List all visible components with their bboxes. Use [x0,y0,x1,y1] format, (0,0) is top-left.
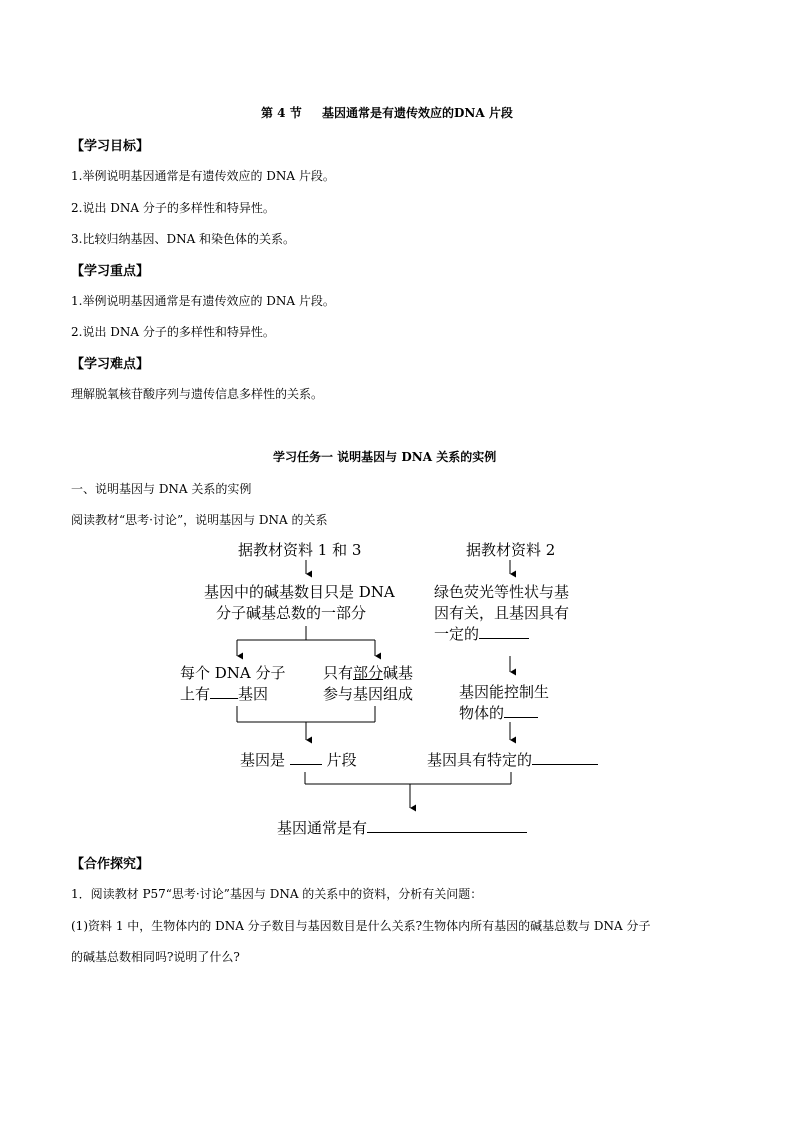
key-points-heading: 【学习重点】 [71,264,150,279]
key-point-item: 2.说出 DNA 分子的多样性和特异性。 [71,325,275,339]
objective-item: 1.举例说明基因通常是有遗传效应的 DNA 片段。 [71,169,335,183]
left-box-line2: 分子碱基总数的一部分 [216,604,367,622]
right-box-line1: 绿色荧光等性状与基 [434,583,570,601]
rm-line2-text: 物体的 [459,704,505,722]
source-left: 据教材资料 1 和 3 [238,541,362,559]
instruction-text: 阅读教材“思考·讨论”，说明基因与 DNA 的关系 [71,513,328,527]
difficulties-heading: 【学习难点】 [71,357,150,372]
conclusion [277,817,527,838]
difficulty-text: 理解脱氧核苷酸序列与遗传信息多样性的关系。 [71,387,324,401]
cooperation-heading: 【合作探究】 [71,857,150,872]
question-1: 1．阅读教材 P57“思考·讨论”基因与 DNA 的关系中的资料，分析有关问题： [71,887,483,901]
ll-line2-suffix: 基因 [238,685,269,703]
question-1-1-line2: 的碱基总数相同吗?说明了什么? [71,950,240,964]
answer-blank[interactable] [210,684,238,699]
key-point-item: 1.举例说明基因通常是有遗传效应的 DNA 片段。 [71,294,335,308]
task-title: 学习任务一 说明基因与 DNA 关系的实例 [273,450,497,464]
lr-line1 [323,662,413,683]
section-heading: 一、说明基因与 DNA 关系的实例 [71,482,252,496]
answer-blank[interactable] [479,624,529,639]
gene-is [240,749,357,770]
answer-blank[interactable] [290,750,322,765]
left-box-line1: 基因中的碱基数目只是 DNA [204,583,395,601]
right-box-line3-text: 一定的 [434,625,480,643]
answer-blank[interactable] [504,703,538,718]
rm-line2 [459,702,538,723]
objective-item: 3.比较归纳基因、DNA 和染色体的关系。 [71,232,296,246]
objective-item: 2.说出 DNA 分子的多样性和特异性。 [71,201,275,215]
right-box-line3 [434,623,529,644]
rm-line1: 基因能控制生 [459,683,550,701]
page-title: 基因通常是有遗传效应的DNA 片段 [322,106,513,120]
section-number: 第 4 节 [261,106,302,120]
right-box-line2: 因有关，且基因具有 [434,604,570,622]
answer-blank[interactable] [532,750,598,765]
lr-line1-prefix: 只有 [323,664,354,682]
ll-line2 [180,683,268,704]
gene-specific [427,749,598,770]
source-right: 据教材资料 2 [466,541,556,559]
question-1-1-line1: (1)资料 1 中，生物体内的 DNA 分子数目与基因数目是什么关系?生物体内所有基因的碱基总数与 DNA 分子 [71,919,651,933]
gene-is-suffix: 片段 [326,751,357,769]
answer-blank[interactable] [367,818,527,833]
lr-line1-suffix: 碱基 [383,664,414,682]
ll-line1: 每个 DNA 分子 [180,664,286,682]
lr-underlined-word: 部分 [353,664,384,682]
conclusion-text: 基因通常是有 [277,819,368,837]
lr-line2: 参与基因组成 [323,685,414,703]
objectives-heading: 【学习目标】 [71,139,150,154]
gene-specific-text: 基因具有特定的 [427,751,533,769]
gene-is-prefix: 基因是 [240,751,286,769]
ll-line2-prefix: 上有 [180,685,211,703]
